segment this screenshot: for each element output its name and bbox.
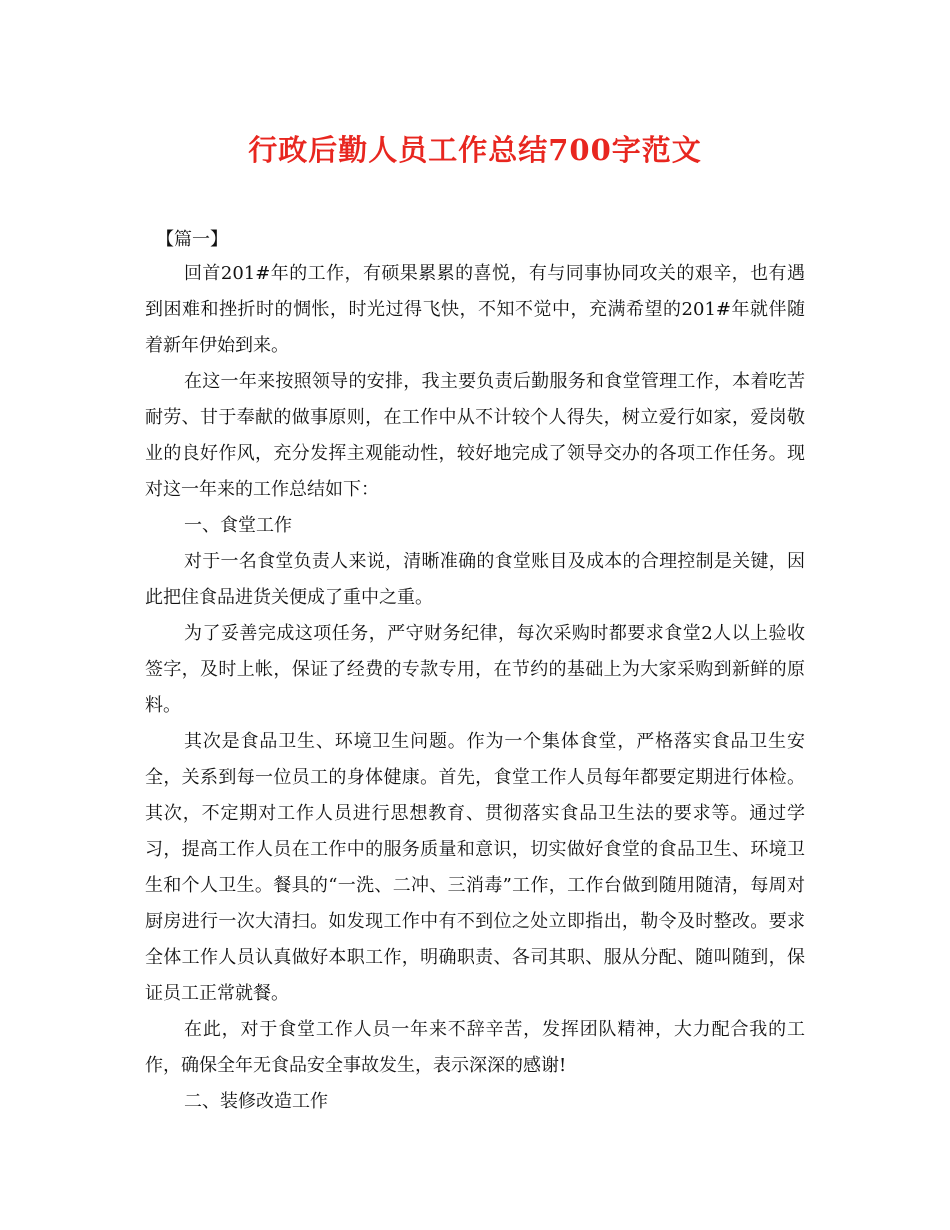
document-body [145, 222, 805, 1120]
heading-canteen-work: 一、食堂工作 [184, 515, 292, 536]
paragraph-intro: 回首201#年的工作，有硕果累累的喜悦，有与同事协同攻关的艰辛，也有遇到困难和挫折时的惆怅，时光过得飞快，不知不觉中，充满希望的201#年就伴随着新年伊始到来。 [145, 263, 805, 356]
paragraph-hygiene: 其次是食品卫生、环境卫生问题。作为一个集体食堂，严格落实食品卫生安全，关系到每一位员工的身体健康。首先，食堂工作人员每年都要定期进行体检。其次，不定期对工作人员进行思想教育、贯彻落实食品卫生法的要求等。通过学习，提高工作人员在工作中的服务质量和意识，切实做好食堂的食品卫生、环境卫生和个人卫生。餐具的“一洗、二冲、三消毒”工作，工作台做到随用随清，每周对厨房进行一次大清扫。如发现工作中有不到位之处立即指出，勒令及时整改。要求全体工作人员认真做好本职工作，明确职责、各司其职、服从分配、随叫随到，保证员工正常就餐。 [145, 731, 805, 1004]
section-marker: 【篇一】 [156, 229, 228, 250]
paragraph-thanks: 在此，对于食堂工作人员一年来不辞辛苦，发挥团队精神，大力配合我的工作，确保全年无食品安全事故发生，表示深深的感谢! [145, 1019, 805, 1076]
document-title: 行政后勤人员工作总结700字范文 [248, 133, 702, 167]
paragraph-overview: 在这一年来按照领导的安排，我主要负责后勤服务和食堂管理工作，本着吃苦耐劳、甘于奉献的做事原则，在工作中从不计较个人得失，树立爱行如家，爱岗敬业的良好作风，充分发挥主观能动性，较好地完成了领导交办的各项工作任务。现对这一年来的工作总结如下： [145, 371, 805, 500]
paragraph-canteen-accounts: 对于一名食堂负责人来说，清晰准确的食堂账目及成本的合理控制是关键，因此把住食品进货关便成了重中之重。 [145, 551, 805, 608]
heading-renovation-work: 二、装修改造工作 [184, 1091, 328, 1112]
paragraph-procurement: 为了妥善完成这项任务，严守财务纪律，每次采购时都要求食堂2人以上验收签字，及时上帐，保证了经费的专款专用，在节约的基础上为大家采购到新鲜的原料。 [145, 623, 805, 716]
